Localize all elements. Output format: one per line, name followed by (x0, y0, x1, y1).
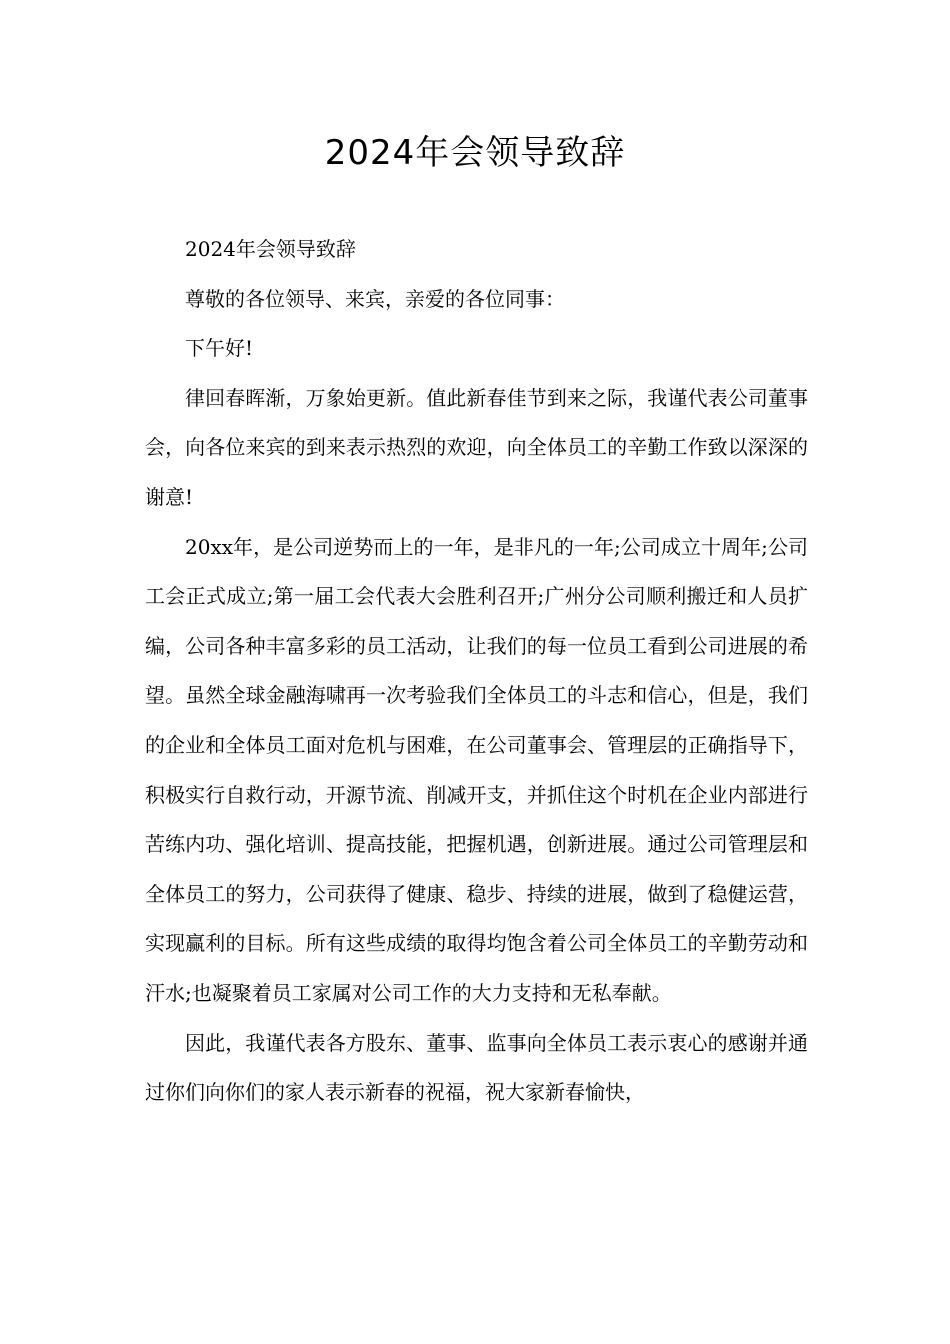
document-title: 2024年会领导致辞 (324, 133, 626, 173)
document-body (145, 225, 808, 1118)
paragraph-review: 20xx年，是公司逆势而上的一年，是非凡的一年;公司成立十周年;公司工会正式成立;第一届工会代表大会胜利召开;广州分公司顺利搬迁和人员扩编，公司各种丰富多彩的员工活动，让我们的每一位员工看到公司进展的希望。虽然全球金融海啸再一次考验我们全体员工的斗志和信心，但是，我们的企业和全体员工面对危机与困难，在公司董事会、管理层的正确指导下，积极实行自救行动，开源节流、削减开支，并抓住这个时机在企业内部进行苦练内功、强化培训、提高技能，把握机遇，创新进展。通过公司管理层和全体员工的努力，公司获得了健康、稳步、持续的进展，做到了稳健运营，实现赢利的目标。所有这些成绩的取得均饱含着公司全体员工的辛勤劳动和汗水;也凝聚着员工家属对公司工作的大力支持和无私奉献。 (145, 534, 808, 1005)
paragraph-salutation: 尊敬的各位领导、来宾，亲爱的各位同事： (185, 286, 565, 311)
paragraph-subtitle: 2024年会领导致辞 (185, 237, 356, 261)
paragraph-greeting: 下午好! (185, 336, 254, 361)
paragraph-welcome: 律回春晖渐，万象始更新。值此新春佳节到来之际，我谨代表公司董事会，向各位来宾的到来表示热烈的欢迎，向全体员工的辛勤工作致以深深的谢意! (145, 385, 808, 509)
paragraph-thanks: 因此，我谨代表各方股东、董事、监事向全体员工表示衷心的感谢并通过你们向你们的家人表示新春的祝福，祝大家新春愉快， (145, 1030, 808, 1105)
